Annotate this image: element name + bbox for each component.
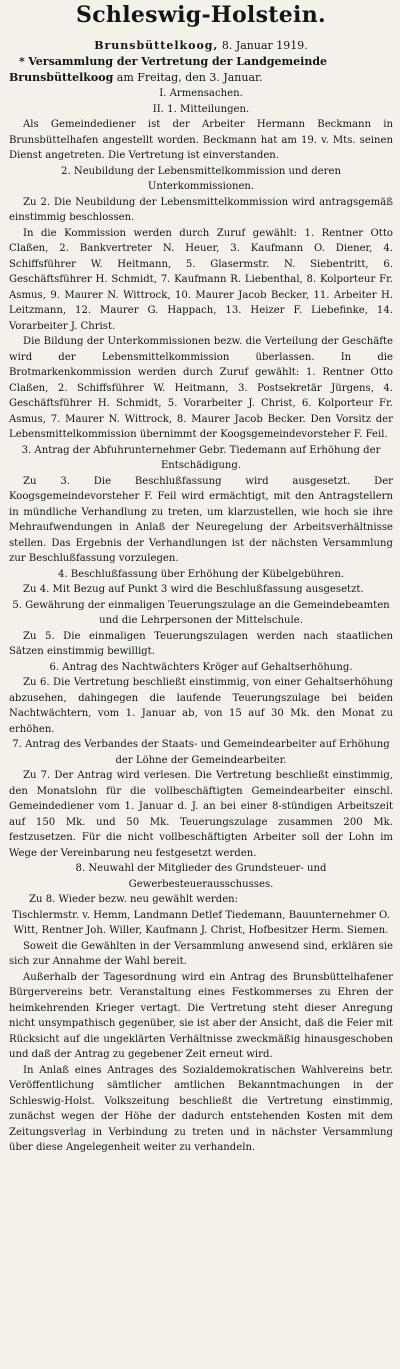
- section-heading: II. 1. Mitteilungen.: [152, 103, 250, 115]
- section-heading: 3. Antrag der Abfuhrunternehmer Gebr. Tiedemann auf Erhöhung der Entschädigung.: [21, 444, 381, 471]
- page-title: Schleswig-Holstein.: [76, 2, 326, 28]
- section-heading: Tischlermstr. v. Hemm, Landmann Detlef Tiedemann, Bauunternehmer O. Witt, Rentner Joh. Willer, Kaufmann J. Christ, Hofbesitzer Herm. Siemen.: [12, 909, 390, 936]
- intro-rest: am Freitag, den 3. Januar.: [116, 71, 263, 84]
- paragraph: Die Bildung der Unterkommissionen bezw. die Verteilung der Geschäfte wird der Lebensmittelkommission überlassen. In die Brotmarkenkommission werden durch Zuruf gewählt: 1. Rentner Otto Claßen, 2. Schiffsführer W. Heitmann, 3. Postsekretär Jürgens, 4. Geschäftsführer H. Schmidt, 5. Vorarbeiter J. Christ, 6. Kolporteur Fr. Asmus, 7. Maurer N. Wittrock, 8. Maurer Jacob Becker. Den Vorsitz der Lebensmittelkommission übernimmt der Koogsgemeindevorsteher F. Feil.: [9, 336, 393, 440]
- paragraph: Soweit die Gewählten in der Versammlung anwesend sind, erklären sie sich zur Annahme der Wahl bereit.: [9, 940, 393, 967]
- paragraph: Zu 6. Die Vertretung beschließt einstimmig, von einer Gehaltserhöhung abzusehen, dahingegen die laufende Teuerungszulage bei beiden Nachtwächtern, vom 1. Januar ab, von 15 auf 30 Mk. den Monat zu erhöhen.: [9, 677, 393, 735]
- section-heading: 2. Neubildung der Lebensmittelkommission und deren Unterkommissionen.: [61, 165, 341, 192]
- section-heading: I. Armensachen.: [159, 88, 243, 99]
- section-heading: 8. Neuwahl der Mitglieder des Grundsteuer- und Gewerbesteuerausschusses.: [75, 863, 327, 890]
- newspaper-page: [0, 2, 400, 1369]
- section-heading: 6. Antrag des Nachtwächters Kröger auf Gehaltserhöhung.: [49, 661, 353, 673]
- paragraph: In Anlaß eines Antrages des Sozialdemokratischen Wahlvereins betr. Veröffentlichung sämtlicher amtlichen Bekanntmachungen in der Schleswig-Holst. Volkszeitung beschließt die Vertretung einstimmig, zunächst wegen der Höhe der dadurch entstehenden Kosten mit dem Zeitungsverlag in Verbindung zu treten und in nächster Versammlung über diese Angelegenheit weiter zu verhandeln.: [9, 1064, 393, 1153]
- article-intro: [9, 54, 393, 86]
- paragraph: Zu 3. Die Beschlußfassung wird ausgesetzt. Der Koogsgemeindevorsteher F. Feil wird ermächtigt, mit den Antragstellern in mündliche Verhandlung zu treten, um klarzustellen, wie hoch sie ihre Mehraufwendungen in Anlaß der Neuregelung der Arbeitsverhältnisse stellen. Das Ergebnis der Verhandlungen ist der nächsten Versammlung zur Beschlußfassung vorzulegen.: [9, 475, 393, 564]
- intro-headline: Versammlung der Vertretung der Landgemeinde Brunsbüttelkoog: [9, 55, 328, 84]
- dateline-place: Brunsbüttelkoog,: [94, 39, 219, 52]
- dateline-date: 8. Januar 1919.: [221, 39, 308, 52]
- paragraph: Als Gemeindediener ist der Arbeiter Hermann Beckmann in Brunsbüttelhafen angestellt worden. Beckmann hat am 19. v. Mts. seinen Dienst angetreten. Die Vertretung ist einverstanden.: [9, 119, 393, 161]
- section-heading: 7. Antrag des Verbandes der Staats- und Gemeindearbeiter auf Erhöhung der Löhne der Gemeindearbeiter.: [12, 739, 390, 766]
- intro-marker: *: [19, 55, 25, 68]
- paragraph: Zu 2. Die Neubildung der Lebensmittelkommission wird antragsgemäß einstimmig beschlossen.: [9, 196, 393, 223]
- paragraph: Außerhalb der Tagesordnung wird ein Antrag des Brunsbüttelhafener Bürgervereins betr. Veranstaltung eines Festkommerses zu Ehren der heimkehrenden Krieger vertagt. Die Vertretung steht dieser Anregung nicht unsympathisch gegenüber, sie ist aber der Ansicht, daß die Feier mit Rücksicht auf die ungeklärten Verhältnisse zweckmäßig hinausgeschoben und daß der Antrag zu gegebener Zeit erneut wird.: [9, 971, 393, 1060]
- dateline: [9, 38, 393, 54]
- paragraph: Zu 7. Der Antrag wird verlesen. Die Vertretung beschließt einstimmig, den Monatslohn für die vollbeschäftigten Gemeindearbeiter einschl. Gemeindediener vom 1. Januar d. J. an bei einer 8-stündigen Arbeitszeit auf 150 Mk. und 50 Mk. Teuerungszulage zusammen 200 Mk. festzusetzen. Für die nicht vollbeschäftigten Arbeiter soll der Lohn im Wege der Vereinbarung neu festgesetzt werden.: [9, 770, 393, 859]
- section-heading: 5. Gewährung der einmaligen Teuerungszulage an die Gemeindebeamten und die Lehrpersonen der Mittelschule.: [12, 599, 390, 626]
- article-body: [9, 86, 393, 1156]
- paragraph: Zu 4. Mit Bezug auf Punkt 3 wird die Beschlußfassung ausgesetzt.: [23, 584, 364, 595]
- paragraph: In die Kommission werden durch Zuruf gewählt: 1. Rentner Otto Claßen, 2. Bankvertreter N. Heuer, 3. Kaufmann O. Diener, 4. Schiffsführer W. Heitmann, 5. Glasermstr. N. Siebentritt, 6. Geschäftsführer H. Schmidt, 7. Kaufmann R. Liebenthal, 8. Kolporteur Fr. Asmus, 9. Maurer N. Wittrock, 10. Maurer Jacob Becker, 11. Arbeiter H. Leitzmann, 12. Maurer G. Happach, 13. Heizer F. Liebefinke, 14. Vorarbeiter J. Christ.: [9, 227, 393, 332]
- section-heading: 4. Beschlußfassung über Erhöhung der Kübelgebühren.: [57, 568, 345, 580]
- section-heading: Zu 8. Wieder bezw. neu gewählt werden:: [29, 894, 239, 905]
- paragraph: Zu 5. Die einmaligen Teuerungszulagen werden nach staatlichen Sätzen einstimmig bewilligt.: [9, 630, 393, 657]
